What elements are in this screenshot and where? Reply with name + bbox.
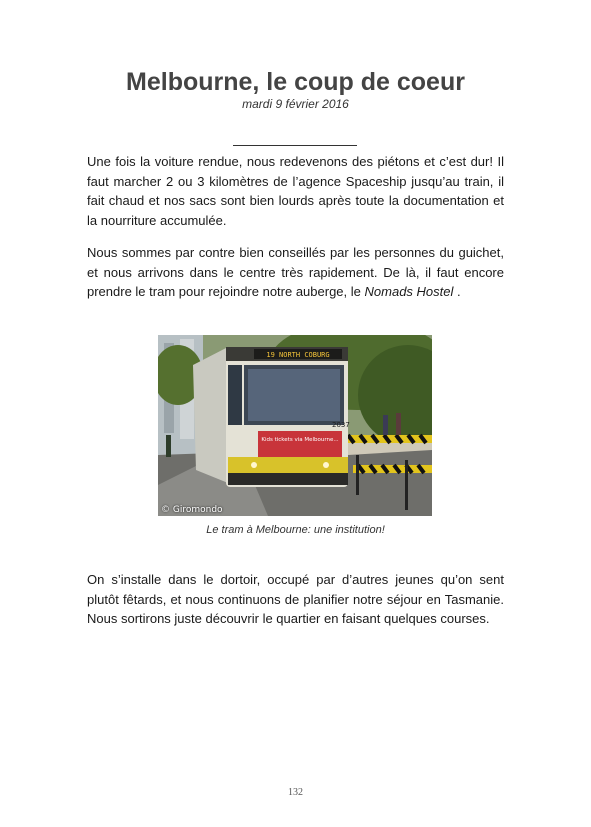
- paragraph-1: Une fois la voiture rendue, nous redevenons des piétons et c’est dur! Il faut marcher 2 ou 3 kilomètres de l’agence Spaceship jusqu’au train, il fait chaud et nos sacs sont bien lourds après toute la documentation et la nourriture accumulée.: [87, 154, 504, 228]
- title-separator: [233, 145, 357, 146]
- tram-illustration: [158, 335, 432, 516]
- page-number: 132: [288, 787, 303, 798]
- photo-watermark: © Giromondo: [161, 505, 223, 515]
- post-date: mardi 9 février 2016: [242, 97, 349, 111]
- hostel-name: Nomads Hostel: [364, 284, 454, 299]
- hostel-suffix: .: [453, 284, 461, 299]
- tram: [193, 347, 350, 487]
- tram-destination-sign: 19 NORTH COBURG: [266, 351, 330, 359]
- page-title: Melbourne, le coup de coeur: [126, 68, 465, 96]
- paragraph-2: [87, 243, 504, 302]
- paragraph-3: On s’installe dans le dortoir, occupé par d’autres jeunes qu’on sent plutôt fêtards, et nous continuons de planifier notre séjour en Tasmanie. Nous sortirons juste découvrir le quartier en faisant quelques courses.: [87, 572, 504, 626]
- paragraph-2-text: Nous sommes par contre bien conseillés par les personnes du guichet, et nous arrivons dans le centre très rapidement. De là, il faut encore prendre le tram pour rejoindre notre auberge, le: [87, 245, 504, 299]
- tram-number: 2037: [332, 421, 350, 429]
- photo-caption: Le tram à Melbourne: une institution!: [206, 524, 385, 536]
- tram-photo: [158, 335, 432, 516]
- tram-ad-text: Kids tickets via Melbourne...: [261, 437, 339, 443]
